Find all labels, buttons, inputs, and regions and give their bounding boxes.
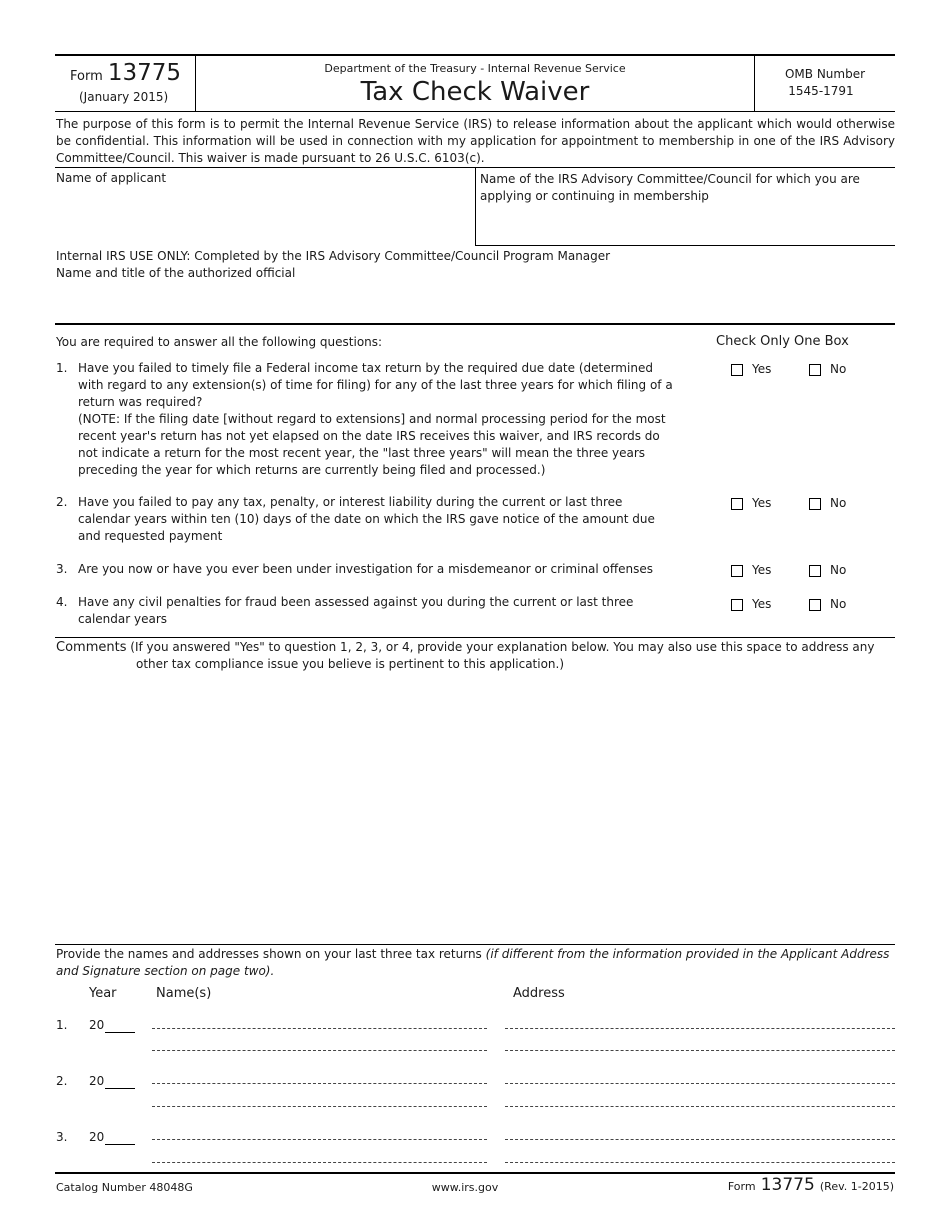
footer-rule — [55, 1172, 895, 1174]
irs-website: www.irs.gov — [431, 1181, 499, 1194]
year-prefix: 20 — [89, 1018, 105, 1032]
q4-no-checkbox[interactable] — [809, 599, 821, 611]
omb-label: OMB Number — [784, 67, 866, 81]
name-field[interactable] — [152, 1083, 487, 1084]
q1-yes-checkbox[interactable] — [731, 364, 743, 376]
question-2-text: Have you failed to pay any tax, penalty, or interest liability during the current or last three calendar years within ten (10) days of the date on which the IRS gave notice of the amount due and requested payment — [78, 495, 655, 543]
applicant-name-label: Name of applicant — [56, 171, 167, 185]
returns-intro: Provide the names and addresses shown on your last three tax returns — [56, 947, 482, 961]
return-row-number: 3. — [56, 1130, 68, 1144]
question-4-text: Have any civil penalties for fraud been assessed against you during the current or last three calendar years — [78, 595, 634, 626]
questions-intro: You are required to answer all the following questions: — [56, 335, 383, 349]
address-field[interactable] — [505, 1139, 895, 1140]
address-field[interactable] — [505, 1106, 895, 1107]
committee-name-field[interactable] — [480, 206, 892, 242]
year-field[interactable] — [105, 1144, 135, 1145]
comments-label: Comments — [56, 640, 127, 655]
question-1-text — [78, 360, 673, 479]
q3-no-label: No — [830, 563, 847, 577]
year-field[interactable] — [105, 1088, 135, 1089]
returns-intro-italic: (if different from the information provided in the Applicant Address and Signature section on page two). — [56, 947, 890, 978]
comments-top-rule — [55, 637, 895, 638]
question-1-note: (NOTE: If the filing date [without regard to extensions] and normal processing period for the most recent year's return has not yet elapsed on the date IRS receives this waiver, and IRS records do not indicate a return for the most recent year, the "last three years" will mean the three years preceding the year for which returns are currently being filed and processed.) — [78, 412, 666, 477]
year-field[interactable] — [105, 1032, 135, 1033]
q2-yes-checkbox[interactable] — [731, 498, 743, 510]
name-field[interactable] — [152, 1106, 487, 1107]
address-field[interactable] — [505, 1083, 895, 1084]
q3-no-checkbox[interactable] — [809, 565, 821, 577]
authorized-official-label: Name and title of the authorized official — [56, 266, 296, 280]
q1-yes-label: Yes — [752, 362, 772, 376]
question-number: 4. — [56, 595, 68, 609]
q3-yes-label: Yes — [752, 563, 772, 577]
fields-divider — [475, 167, 476, 245]
comments-text: (If you answered "Yes" to question 1, 2, 3, or 4, provide your explanation below. You may also use this space to address any other tax compliance issue you believe is pertinent to this application.) — [130, 640, 875, 671]
q1-no-label: No — [830, 362, 847, 376]
authorized-official-field[interactable] — [56, 283, 895, 321]
year-prefix: 20 — [89, 1130, 105, 1144]
year-column-header: Year — [89, 986, 117, 1001]
footer-form-label: Form — [727, 1180, 756, 1193]
question-1-body: Have you failed to timely file a Federal income tax return by the required due date (determined with regard to any extension(s) of time for filing) for any of the last three years for which filing of a return was required? — [78, 361, 673, 409]
check-one-box-header: Check Only One Box — [716, 334, 849, 349]
name-field[interactable] — [152, 1028, 487, 1029]
name-field[interactable] — [152, 1162, 487, 1163]
question-number: 1. — [56, 361, 68, 375]
q3-yes-checkbox[interactable] — [731, 565, 743, 577]
q1-no-checkbox[interactable] — [809, 364, 821, 376]
header-bottom-rule — [55, 111, 895, 112]
address-field[interactable] — [505, 1028, 895, 1029]
footer-revision: (Rev. 1-2015) — [819, 1180, 894, 1193]
questions-top-rule — [55, 323, 895, 325]
question-3-text: Are you now or have you ever been under investigation for a misdemeanor or criminal offenses — [78, 562, 654, 576]
department-name: Department of the Treasury - Internal Revenue Service — [324, 62, 626, 75]
name-field[interactable] — [152, 1050, 487, 1051]
catalog-number: Catalog Number 48048G — [56, 1181, 193, 1194]
q4-yes-checkbox[interactable] — [731, 599, 743, 611]
return-row-number: 1. — [56, 1018, 68, 1032]
header-top-rule — [55, 54, 895, 56]
form-number: 13775 — [107, 60, 182, 86]
names-column-header: Name(s) — [156, 986, 212, 1001]
q4-yes-label: Yes — [752, 597, 772, 611]
comments-field[interactable] — [56, 676, 895, 938]
q2-yes-label: Yes — [752, 496, 772, 510]
applicant-name-field[interactable] — [56, 188, 471, 242]
return-row-number: 2. — [56, 1074, 68, 1088]
footer-form-id — [640, 1175, 894, 1195]
returns-top-rule — [55, 944, 895, 945]
q2-no-label: No — [830, 496, 847, 510]
q4-no-label: No — [830, 597, 847, 611]
form-date: (January 2015) — [79, 90, 169, 104]
question-number: 2. — [56, 495, 68, 509]
committee-bottom-rule — [475, 245, 895, 246]
year-prefix: 20 — [89, 1074, 105, 1088]
name-field[interactable] — [152, 1139, 487, 1140]
address-field[interactable] — [505, 1050, 895, 1051]
returns-instructions — [56, 946, 895, 980]
omb-number: 1545-1791 — [788, 84, 854, 98]
purpose-paragraph: The purpose of this form is to permit the Internal Revenue Service (IRS) to release information about the applicant which would otherwise be confidential. This information will be used in connection with my application for appointment to membership in one of the IRS Advisory Committee/Council. This waiver is made pursuant to 26 U.S.C. 6103(c). — [56, 117, 895, 165]
form-label: Form — [70, 69, 103, 84]
address-field[interactable] — [505, 1162, 895, 1163]
q2-no-checkbox[interactable] — [809, 498, 821, 510]
address-column-header: Address — [513, 986, 565, 1001]
page-title: Tax Check Waiver — [360, 77, 590, 107]
comments-instructions — [56, 639, 895, 673]
internal-use-label: Internal IRS USE ONLY: Completed by the IRS Advisory Committee/Council Program Manager — [56, 249, 611, 263]
footer-form-number: 13775 — [760, 1175, 815, 1195]
form-id — [70, 60, 190, 86]
committee-name-label: Name of the IRS Advisory Committee/Council for which you are applying or continuing in membership — [480, 172, 860, 203]
question-number: 3. — [56, 562, 68, 576]
